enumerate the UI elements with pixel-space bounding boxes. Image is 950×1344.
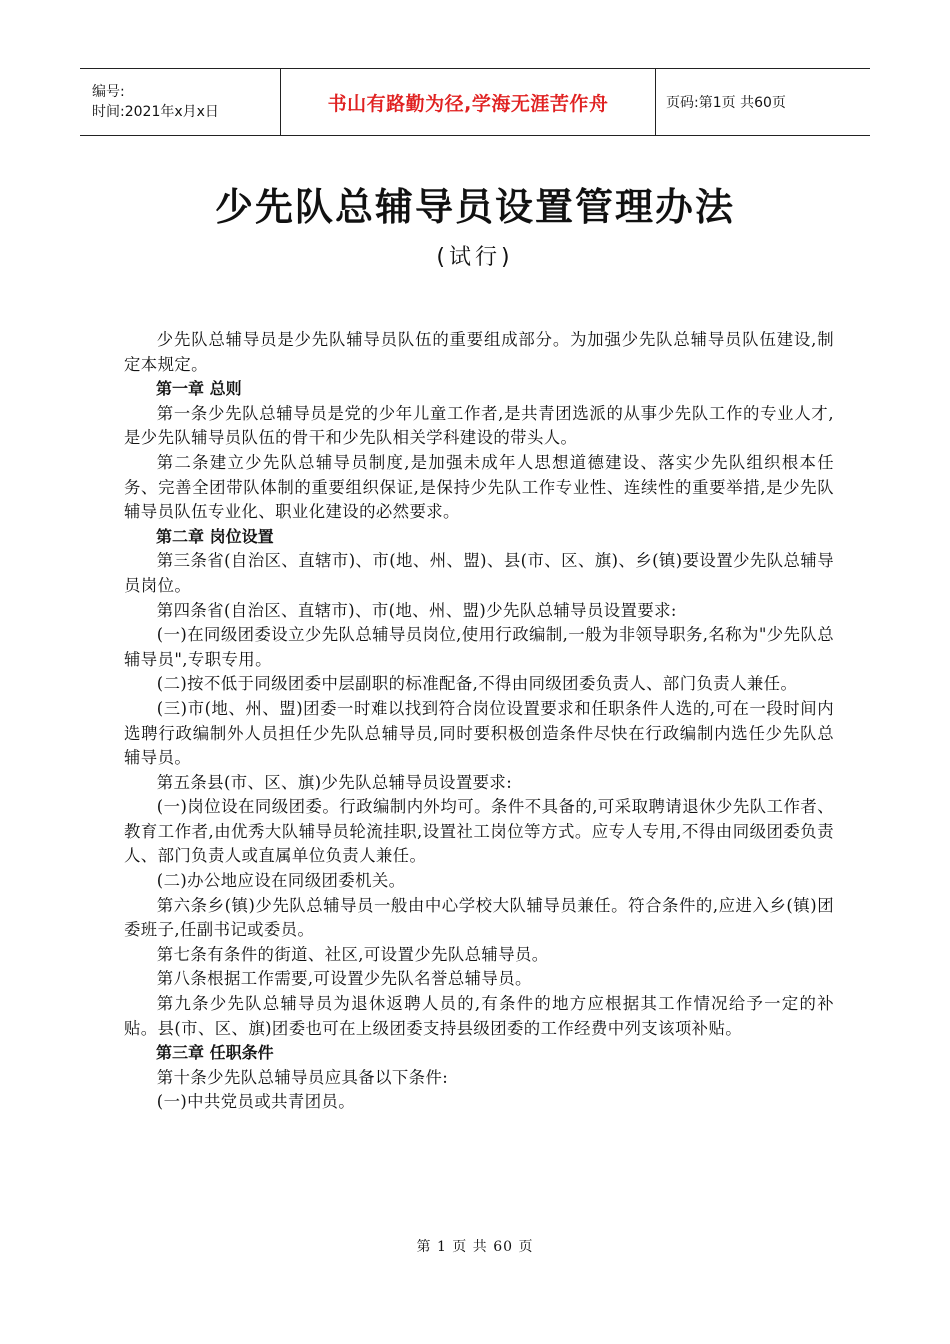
article-5-item-2: (二)办公地应设在同级团委机关。 <box>156 871 406 891</box>
header-motto-cell <box>280 69 656 135</box>
header-page-cell <box>656 69 870 135</box>
document-body <box>124 328 834 1115</box>
article-1: 第一条少先队总辅导员是党的少年儿童工作者,是共青团选派的从事少先队工作的专业人才,是少先队辅导员队伍的骨干和少先队相关学科建设的带头人。 <box>124 403 834 448</box>
article-3: 第三条省(自治区、直辖市)、市(地、州、盟)、县(市、区、旗)、乡(镇)要设置少先队总辅导员岗位。 <box>124 551 834 595</box>
article-4-item-1: (一)在同级团委设立少先队总辅导员岗位,使用行政编制,一般为非领导职务,名称为"少先队总辅导员",专职专用。 <box>124 625 834 669</box>
header-page-info: 页码:第1页 共60页 <box>666 95 786 111</box>
article-5: 第五条县(市、区、旗)少先队总辅导员设置要求: <box>156 772 513 792</box>
chapter-heading-2: 第二章 岗位设置 <box>156 526 274 546</box>
article-8: 第八条根据工作需要,可设置少先队名誉总辅导员。 <box>156 969 532 989</box>
article-6: 第六条乡(镇)少先队总辅导员一般由中心学校大队辅导员兼任。符合条件的,应进入乡(镇)团委班子,任副书记或委员。 <box>124 895 834 940</box>
article-10: 第十条少先队总辅导员应具备以下条件: <box>156 1067 449 1087</box>
document-time-label: 时间:2021年x月x日 <box>92 104 219 120</box>
header-motto: 书山有路勤为径,学海无涯苦作舟 <box>327 92 609 115</box>
document-number-label: 编号: <box>92 84 125 100</box>
article-4-item-3: (三)市(地、州、盟)团委一时难以找到符合岗位设置要求和任职条件人选的,可在一段时间内选聘行政编制外人员担任少先队总辅导员,同时要积极创造条件尽快在行政编制内选任少先队总辅导员。 <box>124 698 834 768</box>
article-4: 第四条省(自治区、直辖市)、市(地、州、盟)少先队总辅导员设置要求: <box>156 600 677 620</box>
chapter-heading-1: 第一章 总则 <box>156 379 242 399</box>
article-4-item-2: (二)按不低于同级团委中层副职的标准配备,不得由同级团委负责人、部门负责人兼任。 <box>156 674 798 694</box>
document-title: 少先队总辅导员设置管理办法 <box>214 185 735 229</box>
article-10-item-1: (一)中共党员或共青团员。 <box>156 1092 356 1112</box>
page-footer: 第 1 页 共 60 页 <box>416 1239 534 1255</box>
document-subtitle: (试行) <box>436 245 514 270</box>
article-2: 第二条建立少先队总辅导员制度,是加强未成年人思想道德建设、落实少先队组织根本任务、完善全团带队体制的重要组织保证,是保持少先队工作专业性、连续性的重要举措,是少先队辅导员队伍专业化、职业化建设的必然要求。 <box>124 452 834 522</box>
header-meta <box>80 69 280 135</box>
paragraph-intro: 少先队总辅导员是少先队辅导员队伍的重要组成部分。为加强少先队总辅导员队伍建设,制定本规定。 <box>124 330 834 374</box>
article-9: 第九条少先队总辅导员为退休返聘人员的,有条件的地方应根据其工作情况给予一定的补贴。县(市、区、旗)团委也可在上级团委支持县级团委的工作经费中列支该项补贴。 <box>124 994 834 1038</box>
header-table <box>80 68 870 136</box>
chapter-heading-3: 第三章 任职条件 <box>156 1043 274 1063</box>
article-7: 第七条有条件的街道、社区,可设置少先队总辅导员。 <box>156 944 549 964</box>
article-5-item-1: (一)岗位设在同级团委。行政编制内外均可。条件不具备的,可采取聘请退休少先队工作者、教育工作者,由优秀大队辅导员轮流挂职,设置社工岗位等方式。应专人专用,不得由同级团委负责人、部门负责人或直属单位负责人兼任。 <box>124 797 834 866</box>
